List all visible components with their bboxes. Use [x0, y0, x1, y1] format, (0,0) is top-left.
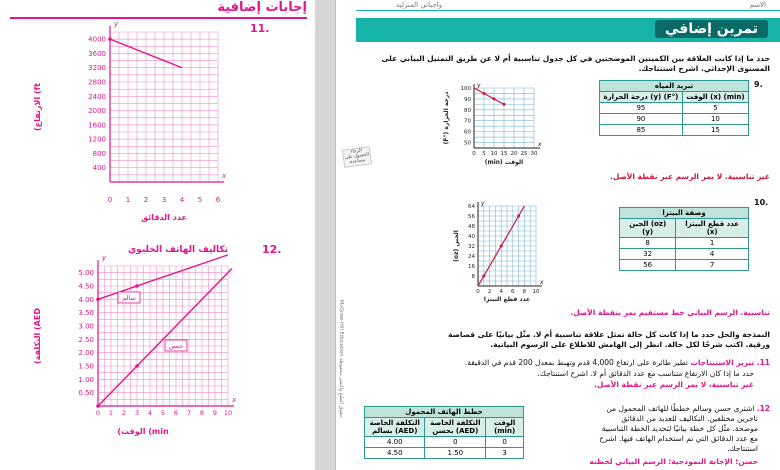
q11-y-tick: 3200: [88, 64, 106, 73]
q9-y-tick: 50: [464, 140, 471, 147]
q9-x-tick: 5: [482, 151, 486, 157]
q10-x-tick: 0: [476, 289, 480, 295]
q9-x-tick: 30: [530, 151, 538, 157]
q11-x-tick: 1: [125, 196, 131, 204]
q10-y-tick: 48: [468, 224, 475, 230]
header-rule: [356, 10, 780, 11]
q9-x-tick: 0: [472, 151, 476, 157]
q11-answer: غير تناسبية، لا يمر الرسم عبر نقطة الأصل.: [594, 380, 754, 389]
q9-y-letter: y: [477, 82, 481, 89]
q12-cell: 4.50: [365, 448, 425, 459]
q12-y-letter: y: [102, 254, 107, 262]
q10-cell: 4: [676, 249, 749, 260]
practice-banner: [356, 18, 780, 42]
left-page: [0, 0, 315, 470]
q12-y-tick: 2.50: [78, 335, 94, 344]
q12-line-1: [536, 404, 770, 414]
q9-cell: 95: [600, 103, 683, 114]
banner-title: تمرين إضافي: [655, 20, 768, 38]
q9-y-tick: 100: [460, 86, 471, 92]
q12-hassan-label: حسن: [168, 342, 184, 350]
q11-title: تبرير الاستنتاجات: [690, 358, 755, 367]
q11-graph: [0, 18, 240, 228]
q11-x-tick: 6: [215, 196, 221, 204]
q11-x-tick: 0: [107, 196, 113, 204]
q9-graph: [436, 80, 596, 180]
q11-y-tick: 1200: [88, 135, 106, 144]
q10-col-pieces: عدد قطع البيتزا (x): [676, 219, 749, 238]
header-homework-label: واجباتي المنزلية: [396, 1, 443, 9]
q12-x-tick: 4: [147, 409, 153, 417]
q12-answer-rest: الرسم البياني لخطته: [589, 457, 666, 466]
q10-y-letter: y: [481, 200, 485, 207]
section-title: إجابات إضافية: [217, 0, 307, 15]
q12-text-3: موضحة. مثّل كل خطة بيانيًا لتحديد الخطة التناسبية: [601, 424, 758, 433]
q12-hassan-point: [135, 364, 139, 368]
q10-x-label: عدد قطع البيتزا: [483, 296, 531, 303]
q12-text-4: مع عدد الدقائق التي تم استخدام الهاتف فيها. اشرح: [599, 434, 758, 443]
q11-number: 11.: [756, 358, 770, 367]
q12-title: تكاليف الهاتف الخليوي: [127, 245, 229, 255]
q12-y-tick: 0.50: [78, 389, 94, 398]
q12-x-tick: 8: [199, 409, 205, 417]
q9-cell: 15: [682, 125, 748, 136]
q11-y-label: (الارتفاع (ft: [33, 83, 42, 131]
q10-y-tick: 24: [468, 254, 475, 260]
q9-y-label: (F°) درجة الحرارة: [443, 91, 450, 145]
page-gutter: [315, 0, 335, 470]
q10-y-tick: 56: [468, 214, 475, 220]
q12-number: 12.: [262, 243, 282, 256]
q12-hassan-line: [98, 269, 232, 406]
q12-y-tick: 4.50: [78, 282, 94, 291]
q11-y-tick: 400: [92, 164, 106, 173]
q9-x-tick: 20: [510, 151, 518, 157]
q9-x-tick: 25: [520, 151, 528, 157]
q9-x-label: (min) الوقت: [484, 159, 524, 166]
q12-graph: [0, 236, 260, 470]
q12-x-tick: 0: [95, 409, 101, 417]
q10-answer: تناسبية. الرسم البياني خط مستقيم يمر بنقطة الأصل.: [570, 308, 770, 317]
q12-y-tick: 5.00: [78, 269, 94, 278]
q11-x-tick: 4: [179, 196, 185, 204]
q10-cell: 8: [620, 238, 676, 249]
q12-x-letter: x: [232, 396, 237, 404]
q10-x-tick: 2: [487, 289, 492, 295]
q12-x-label: (الوقت (min: [117, 427, 169, 436]
q12-cell: 3: [486, 448, 524, 459]
q10-y-label: (oz) الجبن: [453, 230, 460, 262]
q10-x-tick: 4: [499, 289, 503, 295]
q9-x-tick: 10: [490, 151, 498, 157]
q10-number: 10.: [754, 198, 769, 207]
q12-hassan-point: [96, 404, 100, 408]
q12-y-tick: 1.00: [78, 375, 94, 384]
q10-cell: 32: [620, 249, 676, 260]
q9-point: [483, 92, 486, 95]
q9-number: 9.: [754, 80, 763, 89]
q10-point: [482, 275, 485, 278]
q10-x-tick: 8: [522, 289, 527, 295]
q9-point: [503, 103, 506, 106]
q12-text-2: تاجرين مختلفين. التكاليف للعديد من الدقائق: [621, 414, 758, 423]
q9-cell: 10: [682, 114, 748, 125]
q9-x-tick: 15: [500, 151, 508, 157]
q11-text-1: تطير طائرة على ارتفاع 4,000 قدم وتهبط بمعدل 200 قدم في الدقيقة.: [464, 358, 688, 367]
q12-y-tick: 3.00: [78, 322, 94, 331]
q11-y-tick: 1600: [88, 121, 106, 130]
q12-answer: [536, 457, 758, 467]
q11-text-2: حدد ما إذا كان الارتفاع متناسب مع عدد الدقائق أم لا. اشرح استنتاجك.: [537, 369, 754, 378]
q11-y-tick: 3600: [88, 49, 106, 58]
q9-series-line: [474, 88, 504, 104]
q12-cell: 0: [425, 437, 486, 448]
q9-col-temp: درجة الحرارة (y) (F°): [600, 92, 683, 103]
q10-y-tick: 40: [468, 234, 475, 240]
q10-x-tick: 6: [511, 289, 515, 295]
q10-x-tick: 10: [532, 289, 540, 295]
q11-y-tick: 800: [92, 149, 106, 158]
q10-y-tick: 8: [471, 274, 475, 280]
q12-x-tick: 5: [160, 409, 166, 417]
right-page: [335, 0, 780, 470]
help-sticker: الرجاء الحصول على مساعدة: [342, 146, 372, 168]
q12-y-tick: 2.00: [78, 349, 94, 358]
q12-salem-label: سالم: [122, 294, 136, 302]
q12-text-5: استنتاجك.: [727, 444, 758, 453]
q12-col-salem: التكلفة الخاصة بسالم (AED): [365, 418, 425, 437]
q9-point: [493, 97, 496, 100]
q10-x-letter: x: [540, 279, 544, 286]
q12-x-tick: 10: [223, 409, 233, 417]
q11-y-tick: 4000: [88, 35, 106, 44]
q12-cell: 0: [486, 437, 524, 448]
q9-y-tick: 80: [464, 107, 471, 114]
q11-y-tick: 2800: [88, 78, 106, 87]
q12-y-tick: 3.50: [78, 309, 94, 318]
q9-cell: 90: [600, 114, 683, 125]
header-name-label: الاسم: [749, 1, 766, 9]
q12-x-tick: 7: [186, 409, 192, 417]
q12-cell: 1.50: [425, 448, 486, 459]
q10-y-tick: 32: [468, 244, 475, 250]
q12-text-1: اشترى حسن وسالم خططًا للهاتف المحمول من: [606, 404, 755, 413]
q11-number: 11.: [250, 22, 270, 35]
q9-table: [599, 80, 749, 136]
q12-y-tick: 4.00: [78, 295, 94, 304]
q11-y-tick: 2000: [88, 107, 106, 116]
q10-y-tick: 16: [468, 264, 475, 270]
q12-x-tick: 6: [173, 409, 179, 417]
q9-cell: 85: [600, 125, 683, 136]
q11-x-tick: 2: [143, 196, 149, 204]
q12-salem-point: [96, 298, 100, 302]
q12-table: [364, 406, 524, 459]
q12-x-tick: 2: [121, 409, 127, 417]
q11-line-1: [346, 358, 770, 368]
q12-table-title: خطط الهاتف المحمول: [365, 407, 524, 418]
q10-table-title: وصفة البيتزا: [620, 208, 749, 219]
q12-number: 12.: [756, 404, 770, 413]
q12-x-tick: 3: [134, 409, 140, 417]
q10-table: [619, 207, 749, 271]
q12-x-tick: 9: [212, 409, 218, 417]
q9-col-time: الوقت (x) (min): [682, 92, 748, 103]
q9-cell: 5: [682, 103, 748, 114]
q10-y-tick: 64: [468, 204, 475, 210]
q10-graph: [448, 198, 568, 310]
q12-col-hassan: التكلفة الخاصة بحسن (AED): [425, 418, 486, 437]
q12-cell: 4.00: [365, 437, 425, 448]
q12-x-tick: 1: [108, 409, 114, 417]
copyright-vertical: McGraw-Hill Education حقوق الطبع والنشر محفوظة: [338, 300, 344, 418]
practice-line-2: ورقية. اكتب شرحًا لكل حالة. انظر إلى الهامش للاطلاع على الرسوم البيانية.: [490, 340, 770, 349]
q10-cell: 7: [676, 260, 749, 271]
q9-y-tick: 90: [464, 96, 471, 103]
q11-x-letter: x: [222, 172, 227, 180]
q9-answer: غير تناسبية. لا يمر الرسم عبر نقطة الأصل.: [610, 172, 770, 181]
q10-cell: 1: [676, 238, 749, 249]
q9-y-tick: 70: [464, 118, 471, 125]
q12-col-time: الوقت (min): [486, 418, 524, 437]
q11-x-tick: 3: [161, 196, 167, 204]
q10-point: [500, 245, 503, 248]
q10-col-cheese: الجبن (oz) (y): [620, 219, 676, 238]
practice-line-1: النمذجة والحل حدد ما إذا كانت كل حالة تمثل علاقة تناسبية أم لا. مثّل بيانيًا على قصاصة: [448, 330, 770, 339]
q12-y-label: (التكلفة (AED: [33, 308, 42, 364]
q12-salem-point: [135, 284, 139, 288]
q9-y-tick: 60: [464, 129, 471, 136]
q10-point: [517, 215, 520, 218]
q11-y-tick: 2400: [88, 92, 106, 101]
q11-y-letter: y: [114, 20, 119, 28]
q12-y-tick: 1.50: [78, 362, 94, 371]
intro-text: حدد ما إذا كانت العلاقة بين الكميتين الموضحتين في كل جدول تناسبية أم لا عن طريق التمثيل البياني على المستوى الإحداثي. اشرح استنتاجك.: [381, 54, 770, 73]
q11-x-tick: 5: [197, 196, 203, 204]
q9-x-letter: x: [538, 141, 542, 148]
q11-x-label: عدد الدقائق: [141, 213, 187, 222]
q9-table-title: تبريد المياه: [600, 81, 749, 92]
q10-cell: 56: [620, 260, 676, 271]
q11-point: [108, 37, 112, 41]
q12-answer-prefix: حسن؛ الإجابة النموذجية:: [668, 457, 758, 466]
